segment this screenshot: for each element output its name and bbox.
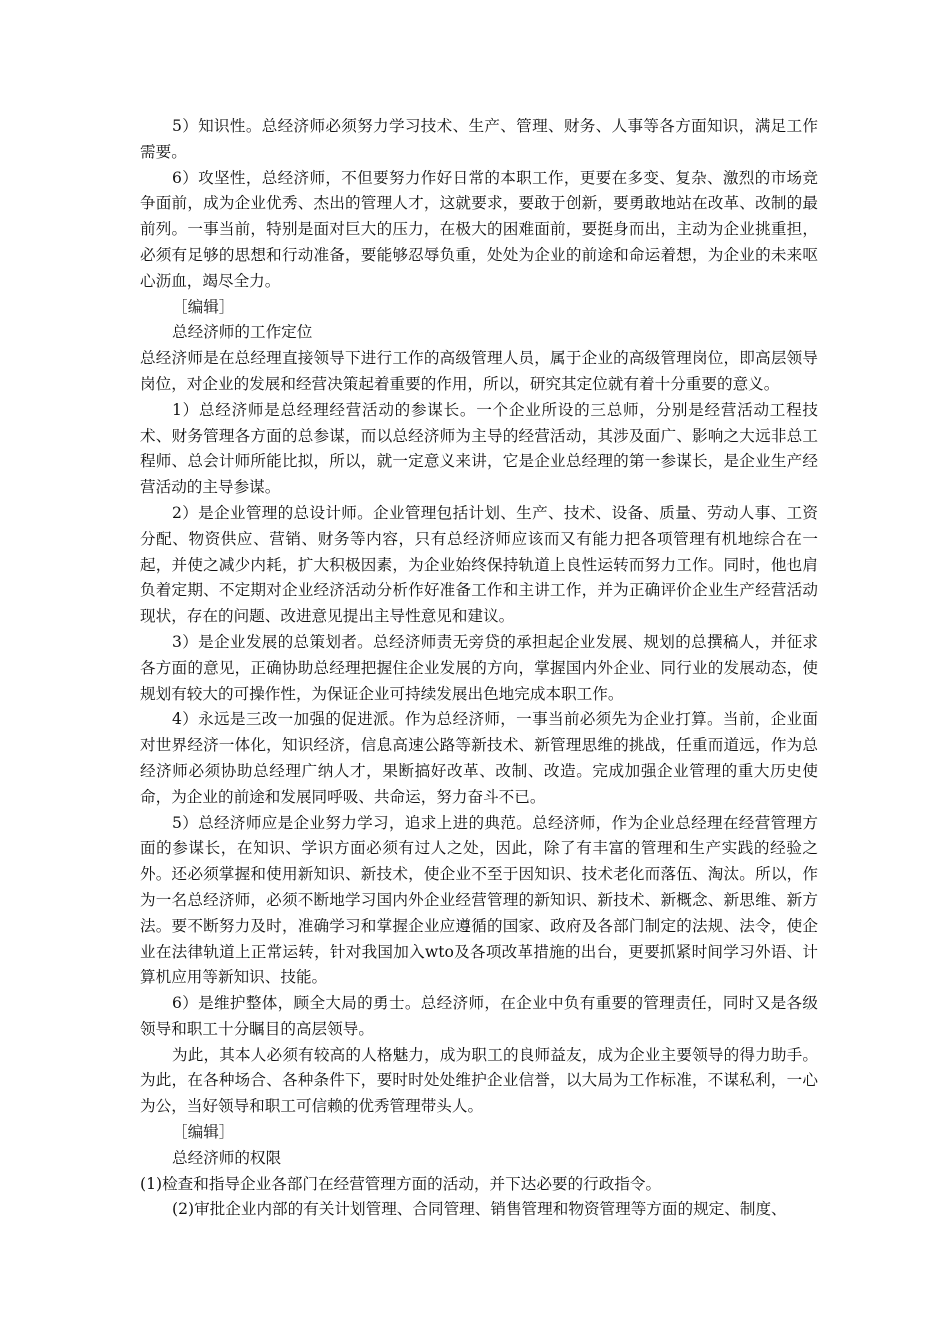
paragraph-overall-situation: 6）是维护整体，顾全大局的勇士。总经济师，在企业中负有重要的管理责任，同时又是各级领导和职工十分瞩目的高层领导。 bbox=[140, 994, 818, 1038]
edit-link[interactable]: ［编辑］ bbox=[172, 297, 235, 316]
paragraph-personal-charm: 为此，其本人必须有较高的人格魅力，成为职工的良师益友，成为企业主要领导的得力助手。为此，在各种场合、各种条件下，要时时处处维护企业信誉，以大局为工作标准，不谋私利，一心为公，当好领导和职工可信赖的优秀管理带头人。 bbox=[140, 1045, 818, 1116]
paragraph-learning-model: 5）总经济师应是企业努力学习，追求上进的典范。总经济师，作为企业总经理在经营管理方面的参谋长，在知识、学识方面必须有过人之处，因此，除了有丰富的管理和生产实践的经验之外。还必须掌握和使用新知识、新技术，使企业不至于因知识、技术老化而落伍、淘汰。所以，作为一名总经济师，必须不断地学习国内外企业经营管理的新知识、新技术、新概念、新思维、新方法。要不断努力及时，准确学习和掌握企业应遵循的国家、政府及各部门制定的法规、法令，使企业在法律轨道上正常运转，针对我国加入wto及各项改革措施的出台，更要抓紧时间学习外语、计算机应用等新知识、技能。 bbox=[140, 813, 818, 987]
section-heading-positioning: 总经济师的工作定位 bbox=[172, 323, 313, 342]
paragraph-authority-1: (1)检查和指导企业各部门在经营管理方面的活动，并下达必要的行政指令。 bbox=[140, 1174, 662, 1193]
paragraph-chief-planner: 3）是企业发展的总策划者。总经济师责无旁贷的承担起企业发展、规划的总撰稿人，并征求各方面的意见，正确协助总经理把握住企业发展的方向，掌握国内外企业、同行业的发展动态，使规划有较大的可操作性，为保证企业可持续发展出色地完成本职工作。 bbox=[140, 632, 818, 703]
paragraph-authority-2: (2)审批企业内部的有关计划管理、合同管理、销售管理和物资管理等方面的规定、制度、 bbox=[172, 1200, 787, 1219]
edit-link[interactable]: ［编辑］ bbox=[172, 1123, 235, 1142]
paragraph-chief-designer: 2）是企业管理的总设计师。企业管理包括计划、生产、技术、设备、质量、劳动人事、工资分配、物资供应、营销、财务等内容，只有总经济师应该而又有能力把各项管理有机地综合在一起，并使之减少内耗，扩大积极因素，为企业始终保持轨道上良性运转而努力工作。同时，他也肩负着定期、不定期对企业经济活动分析作好准备工作和主讲工作，并为正确评价企业生产经营活动现状，存在的问题、改进意见提出主导性意见和建议。 bbox=[140, 503, 818, 626]
paragraph-positioning-intro: 总经济师是在总经理直接领导下进行工作的高级管理人员，属于企业的高级管理岗位，即高层领导岗位，对企业的发展和经营决策起着重要的作用，所以，研究其定位就有着十分重要的意义。 bbox=[140, 349, 818, 393]
paragraph-chief-of-staff: 1）总经济师是总经理经营活动的参谋长。一个企业所设的三总师，分别是经营活动工程技术、财务管理各方面的总参谋，而以总经济师为主导的经营活动，其涉及面广、影响之大远非总工程师、总会计师所能比拟，所以，就一定意义来讲，它是企业总经理的第一参谋长，是企业生产经营活动的主导参谋。 bbox=[140, 400, 818, 497]
paragraph-knowledge: 5）知识性。总经济师必须努力学习技术、生产、管理、财务、人事等各方面知识，满足工作需要。 bbox=[140, 117, 818, 161]
paragraph-tenacity: 6）攻坚性，总经济师，不但要努力作好日常的本职工作，更要在多变、复杂、激烈的市场竞争面前，成为企业优秀、杰出的管理人才，这就要求，要敢于创新，要勇敢地站在改革、改制的最前列。一事当前，特别是面对巨大的压力，在极大的困难面前，要挺身而出，主动为企业挑重担，必须有足够的思想和行动准备，要能够忍辱负重，处处为企业的前途和命运着想，为企业的未来呕心沥血，竭尽全力。 bbox=[140, 168, 818, 290]
paragraph-reform-promoter: 4）永远是三改一加强的促进派。作为总经济师，一事当前必须先为企业打算。当前，企业面对世界经济一体化，知识经济，信息高速公路等新技术、新管理思维的挑战，任重而道远，作为总经济师必须协助总经理广纳人才，果断搞好改革、改制、改造。完成加强企业管理的重大历史使命，为企业的前途和发展同呼吸、共命运，努力奋斗不已。 bbox=[140, 710, 818, 806]
document-page bbox=[140, 114, 818, 1223]
section-heading-authority: 总经济师的权限 bbox=[172, 1148, 282, 1167]
